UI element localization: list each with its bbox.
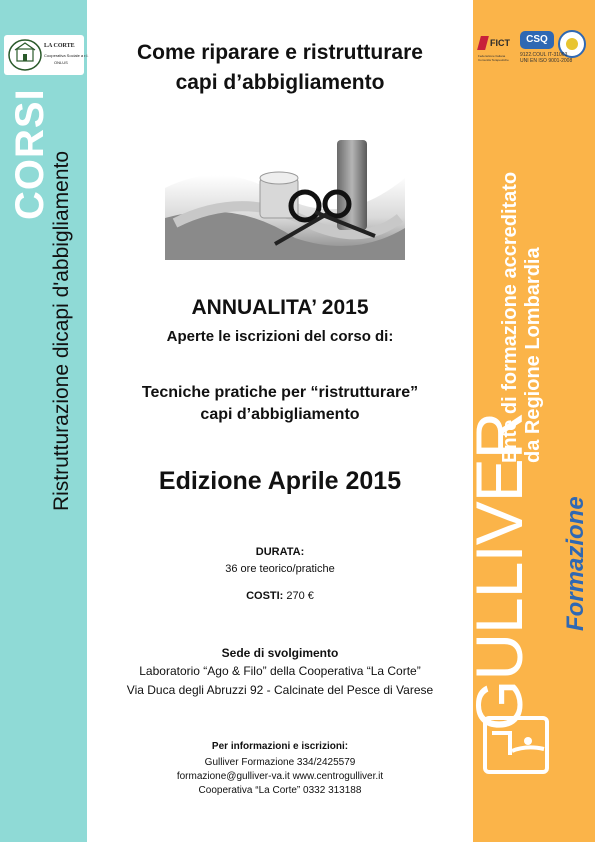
- cert-code-line-1: 9122.COUL IT-31063: [520, 52, 568, 58]
- duration-label: DURATA:: [255, 546, 305, 558]
- fict-subtitle: Federazione Italiana Comunità Terapeutiche: [478, 54, 509, 62]
- page-title: [100, 38, 460, 98]
- course-name-line-2: capi d’abbigliamento: [200, 406, 360, 423]
- fict-mark-icon: [477, 36, 489, 50]
- fict-logo: [476, 34, 516, 64]
- cost-value: 270 €: [283, 590, 314, 602]
- la-corte-logo: [4, 35, 89, 75]
- logo-name: LA CORTE: [44, 43, 75, 49]
- venue-line-1: Laboratorio “Ago & Filo” della Cooperativa “La Corte”: [139, 664, 421, 678]
- logo-subtitle: Cooperativa Sociale a r.l.: [44, 53, 89, 58]
- contact-label: Per informazioni e iscrizioni:: [211, 741, 349, 752]
- logo-onlus: ONLUS: [54, 60, 68, 65]
- cert-code-line-2: UNI EN ISO 9001-2008: [520, 58, 573, 64]
- title-line-2: capi d’abbigliamento: [175, 71, 385, 94]
- cost-label: COSTI:: [246, 590, 284, 602]
- csq-logo: CSQ: [520, 31, 554, 49]
- contact-line-1: Gulliver Formazione 334/2425579: [204, 757, 356, 768]
- fict-label: FICT: [490, 38, 510, 48]
- venue-line-2: Via Duca degli Abruzzi 92 - Calcinate del Pesce di Varese: [126, 683, 434, 697]
- gulliver-swimmer-icon: [482, 715, 550, 775]
- duration-value: 36 ore teorico/pratiche: [225, 563, 335, 575]
- annualita-heading: ANNUALITA’ 2015: [191, 296, 369, 319]
- accreditation-line-2: da Regione Lombardia: [522, 247, 544, 463]
- accreditation-line-1: Ente di formazione accreditato: [499, 171, 521, 463]
- side-course-title: Ristrutturazione dicapi d'abbigliamento: [50, 150, 73, 512]
- formazione-brand: Formazione: [562, 496, 589, 631]
- sewing-supplies-photo: [165, 128, 405, 260]
- contact-line-3: Cooperativa “La Corte” 0332 313188: [198, 785, 362, 796]
- certification-logos: [476, 28, 592, 68]
- corsi-label: CORSI: [8, 88, 52, 220]
- course-name: [100, 382, 460, 426]
- edition-heading: Edizione Aprile 2015: [158, 467, 402, 495]
- cost-line: [100, 590, 460, 602]
- cooperative-emblem-icon: [7, 37, 43, 73]
- gulliver-brand: GULLIVER: [462, 412, 536, 731]
- contact-line-2[interactable]: formazione@gulliver-va.it www.centrogulliver.it: [176, 771, 384, 782]
- enrollment-open-text: Aperte le iscrizioni del corso di:: [166, 328, 394, 345]
- certification-codes: [520, 52, 572, 64]
- course-name-line-1: Tecniche pratiche per “ristrutturare”: [141, 384, 419, 401]
- title-line-1: Come riparare e ristrutturare: [137, 41, 423, 64]
- venue-label: Sede di svolgimento: [221, 646, 339, 660]
